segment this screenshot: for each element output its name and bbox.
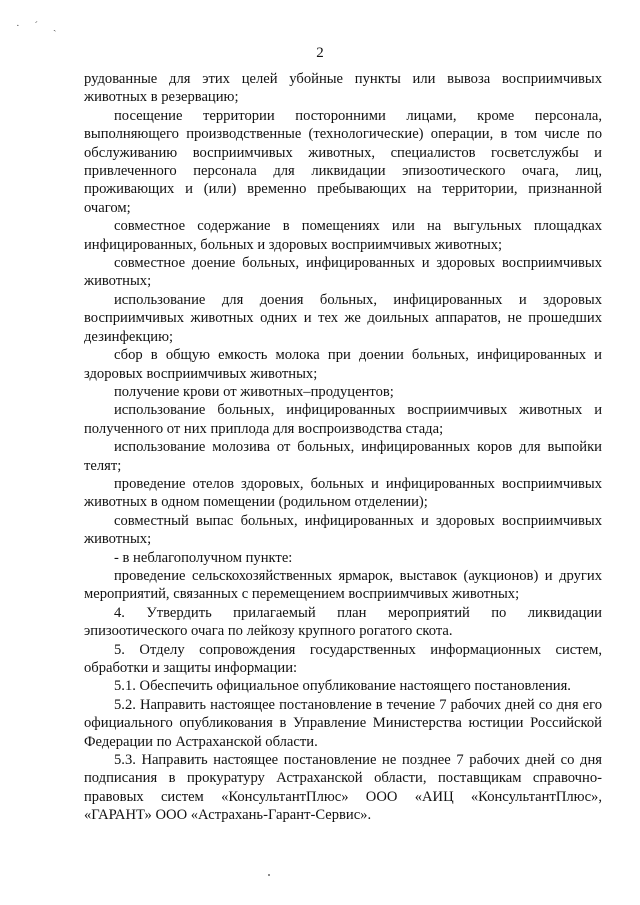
scan-artifact: · ˊ ˏ [16, 20, 63, 32]
paragraph: использование молозива от больных, инфицированных коров для выпойки телят; [84, 439, 602, 474]
paragraph: получение крови от животных–продуцентов; [114, 383, 394, 400]
paragraph: использование больных, инфицированных восприимчивых животных и полученного от них приплода для воспроизводства стада; [84, 402, 602, 437]
paragraph: проведение сельскохозяйственных ярмарок, выставок (аукционов) и других мероприятий, связанных с перемещением восприимчивых животных; [84, 567, 602, 603]
paragraph: 4. Утвердить прилагаемый план мероприятий по ликвидации эпизоотического очага по лейкозу крупного рогатого скота. [84, 604, 602, 640]
paragraph: - в неблагополучном пункте: [114, 549, 293, 566]
paragraph: сбор в общую емкость молока при доении больных, инфицированных и здоровых восприимчивых животных; [84, 347, 602, 382]
page-number: 2 [316, 45, 324, 61]
paragraph: совместное доение больных, инфицированных и здоровых восприимчивых животных; [84, 255, 602, 290]
paragraph: 5.3. Направить настоящее постановление не позднее 7 рабочих дней со дня подписания в прокуратуру Астраханской области, поставщикам справочно-правовых систем «КонсультантПлюс» ООО «АИЦ «КонсультантПлюс», «ГАРАНТ» ООО «Астрахань-Гарант-Сервис». [84, 752, 602, 824]
paragraph: посещение территории посторонними лицами, кроме персонала, выполняющего производственные (технологические) операции, в том числе по обслуживанию восприимчивых животных, специалистов госветслужбы и привлеченного персонала для ликвидации эпизоотического очага, лиц, проживающих и (или) временно пребывающих на территории, признанной очагом; [84, 107, 602, 216]
paragraph: проведение отелов здоровых, больных и инфицированных восприимчивых животных в одном помещении (родильном отделении); [84, 475, 602, 511]
paragraph: использование для доения больных, инфицированных и здоровых восприимчивых животных одних и тех же доильных аппаратов, не прошедших дезинфекцию; [84, 291, 602, 345]
paragraph: 5.2. Направить настоящее постановление в течение 7 рабочих дней со дня его официального опубликования в Управление Министерства юстиции Российской Федерации по Астраханской области. [84, 696, 602, 750]
paragraph: 5. Отделу сопровождения государственных информационных систем, обработки и защиты информации: [84, 641, 602, 676]
paragraph: совместный выпас больных, инфицированных и здоровых восприимчивых животных; [84, 512, 602, 548]
paragraph: 5.1. Обеспечить официальное опубликование настоящего постановления. [114, 678, 571, 695]
document-body [84, 70, 602, 825]
paragraph: совместное содержание в помещениях или на выгульных площадках инфицированных, больных и здоровых восприимчивых животных; [84, 218, 602, 253]
scan-artifact-dot [268, 874, 270, 876]
paragraph: рудованные для этих целей убойные пункты или вывоза восприимчивых животных в резервацию; [84, 71, 602, 106]
